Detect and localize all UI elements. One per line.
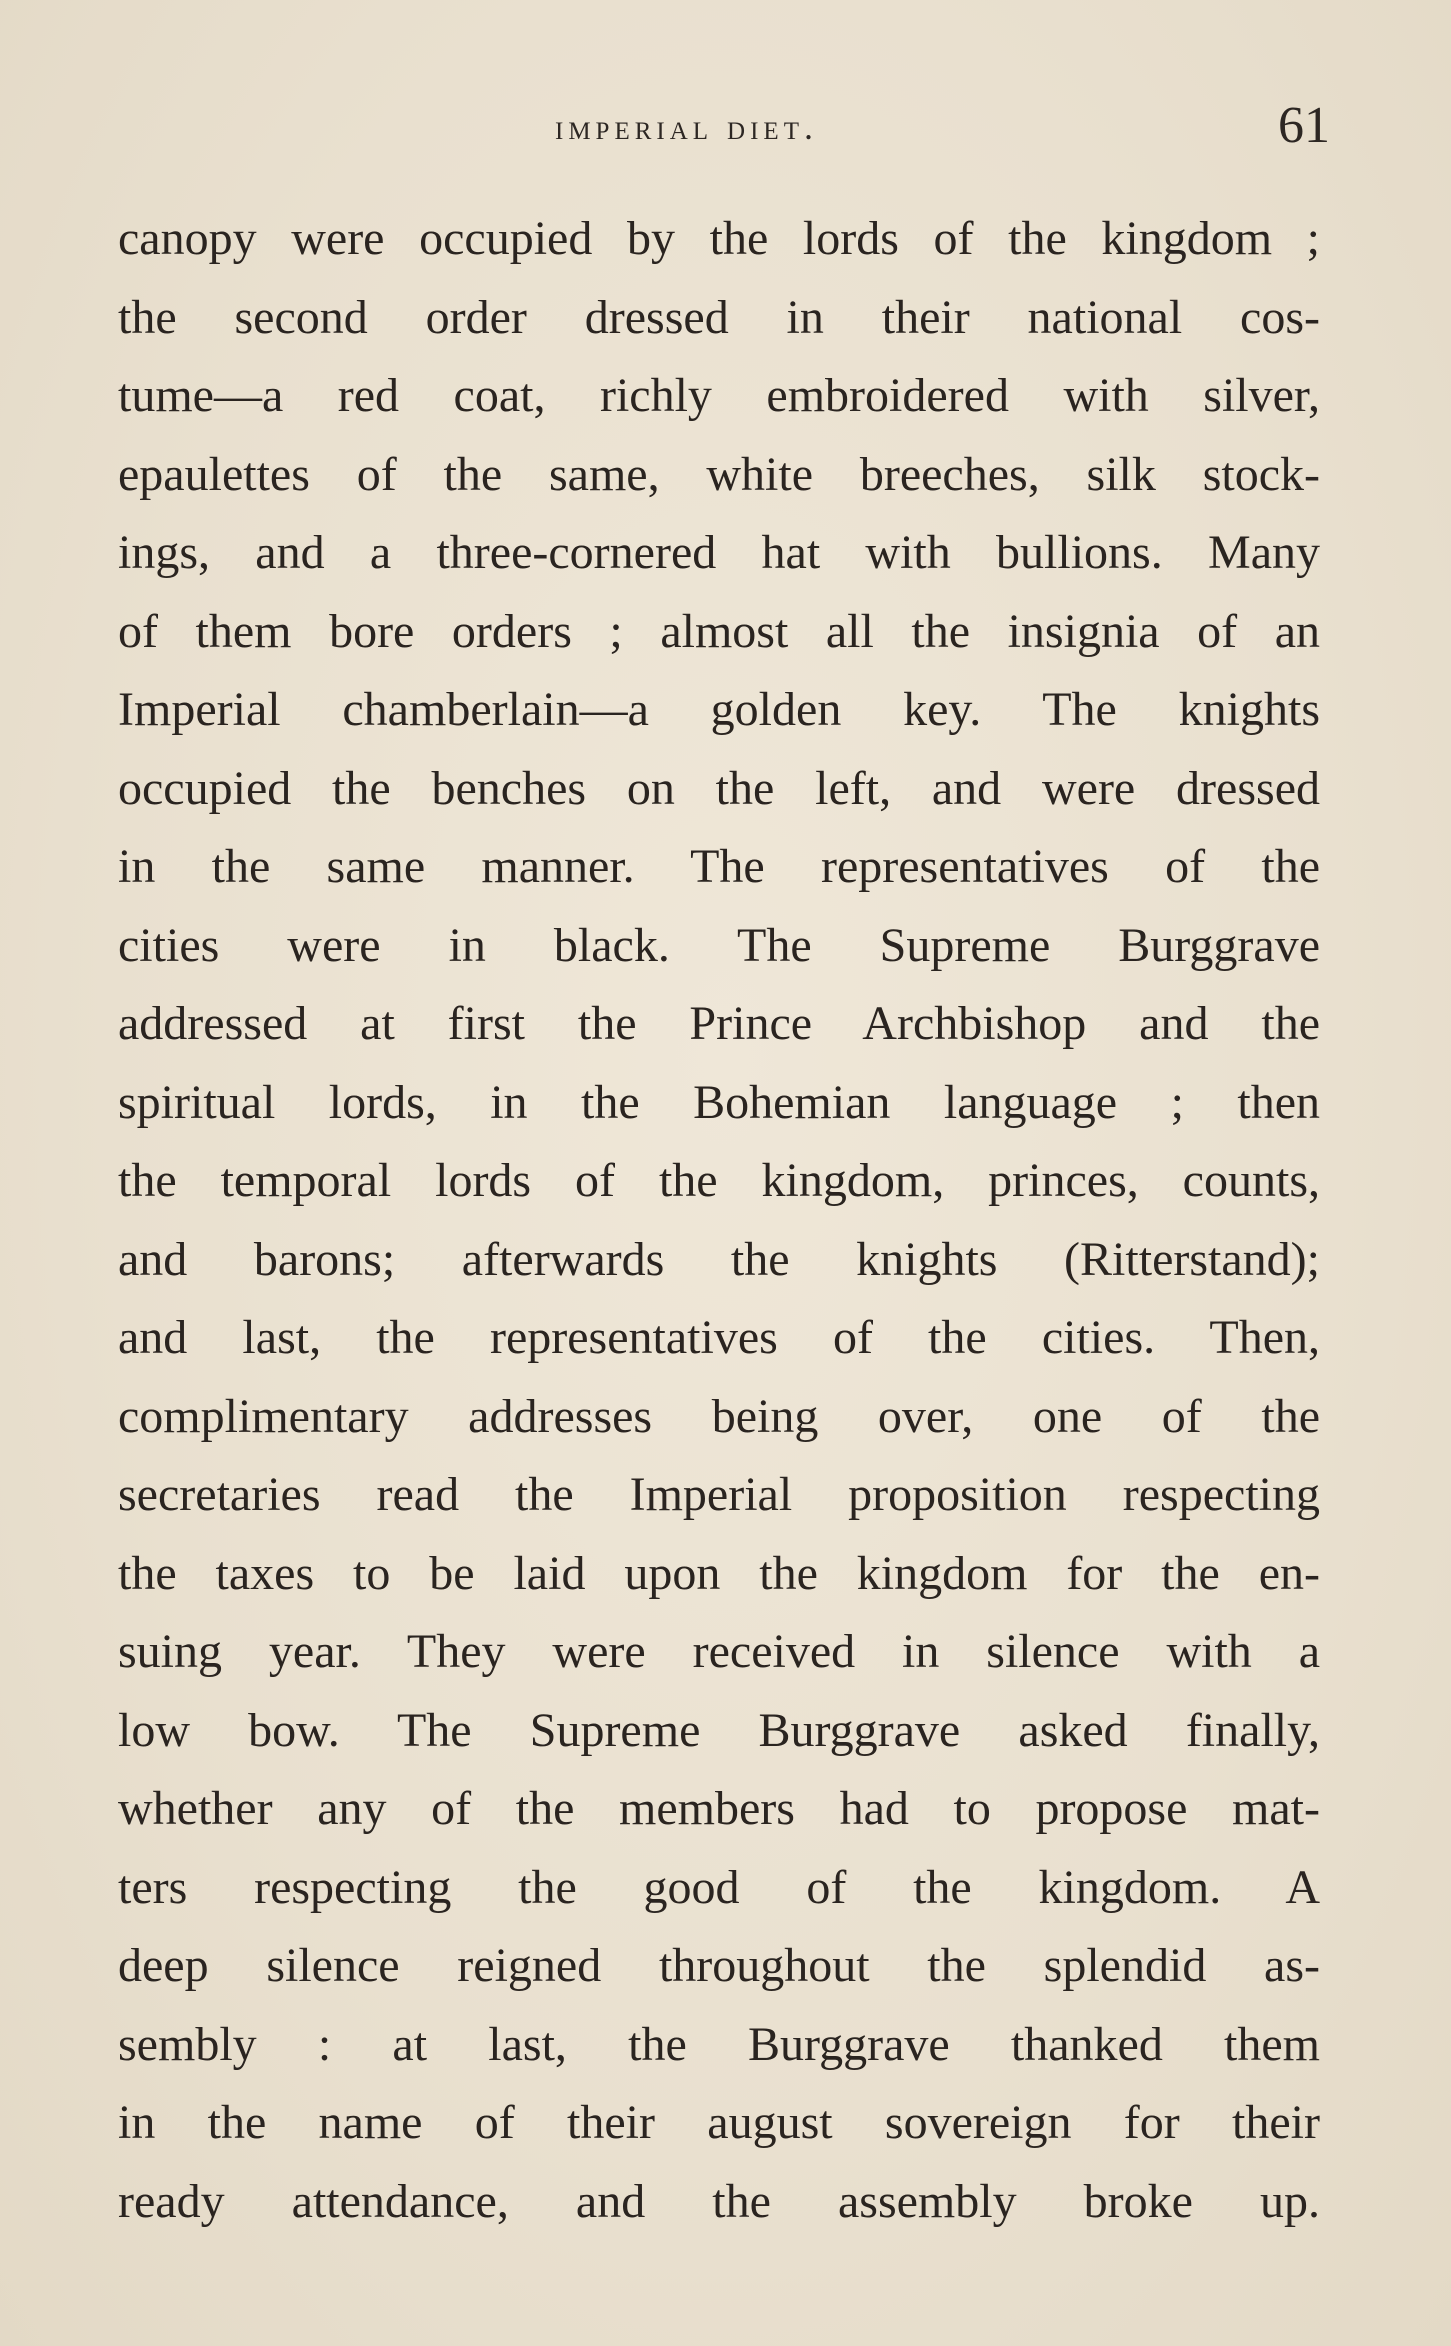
text-line: secretaries read the Imperial proposition respecting: [118, 1468, 1320, 1521]
text-line: sembly : at last, the Burggrave thanked them: [118, 2017, 1320, 2071]
text-line: and barons; afterwards the knights (Ritterstand);: [118, 1232, 1320, 1286]
text-line: the taxes to be laid upon the kingdom for the en-: [118, 1546, 1320, 1600]
text-line: cities were in black. The Supreme Burggrave: [118, 918, 1320, 972]
text-line: ready attendance, and the assembly broke up.: [118, 2174, 1320, 2228]
text-line: low bow. The Supreme Burggrave asked finally,: [118, 1703, 1320, 1757]
text-line: ters respecting the good of the kingdom. A: [118, 1860, 1320, 1914]
text-line: suing year. They were received in silence with a: [118, 1625, 1320, 1678]
text-line: in the same manner. The representatives of the: [118, 840, 1320, 893]
text-line: the second order dressed in their national cos-: [118, 290, 1320, 344]
body-text: [118, 200, 1320, 2241]
running-head: [118, 96, 1330, 156]
text-line: the temporal lords of the kingdom, princes, counts,: [118, 1154, 1320, 1207]
text-line: tume—a red coat, richly embroidered with silver,: [118, 369, 1320, 422]
text-line: occupied the benches on the left, and were dressed: [118, 761, 1320, 815]
running-title: imperial diet.: [555, 107, 818, 147]
text-line: deep silence reigned throughout the splendid as-: [118, 1939, 1320, 1992]
page-number: 61: [1278, 97, 1330, 154]
text-line: and last, the representatives of the cities. Then,: [118, 1311, 1320, 1364]
text-line: whether any of the members had to propose mat-: [118, 1782, 1320, 1835]
text-line: complimentary addresses being over, one of the: [118, 1389, 1320, 1443]
text-line: Imperial chamberlain—a golden key. The knights: [118, 683, 1320, 736]
text-line: canopy were occupied by the lords of the kingdom ;: [118, 212, 1320, 265]
text-line: epaulettes of the same, white breeches, silk stock-: [118, 447, 1320, 501]
text-line: ings, and a three-cornered hat with bullions. Many: [118, 526, 1320, 579]
text-line: spiritual lords, in the Bohemian language ; then: [118, 1075, 1320, 1129]
text-line: addressed at first the Prince Archbishop and the: [118, 997, 1320, 1050]
text-line: of them bore orders ; almost all the insignia of an: [118, 604, 1320, 658]
text-line: in the name of their august sovereign for their: [118, 2096, 1320, 2149]
